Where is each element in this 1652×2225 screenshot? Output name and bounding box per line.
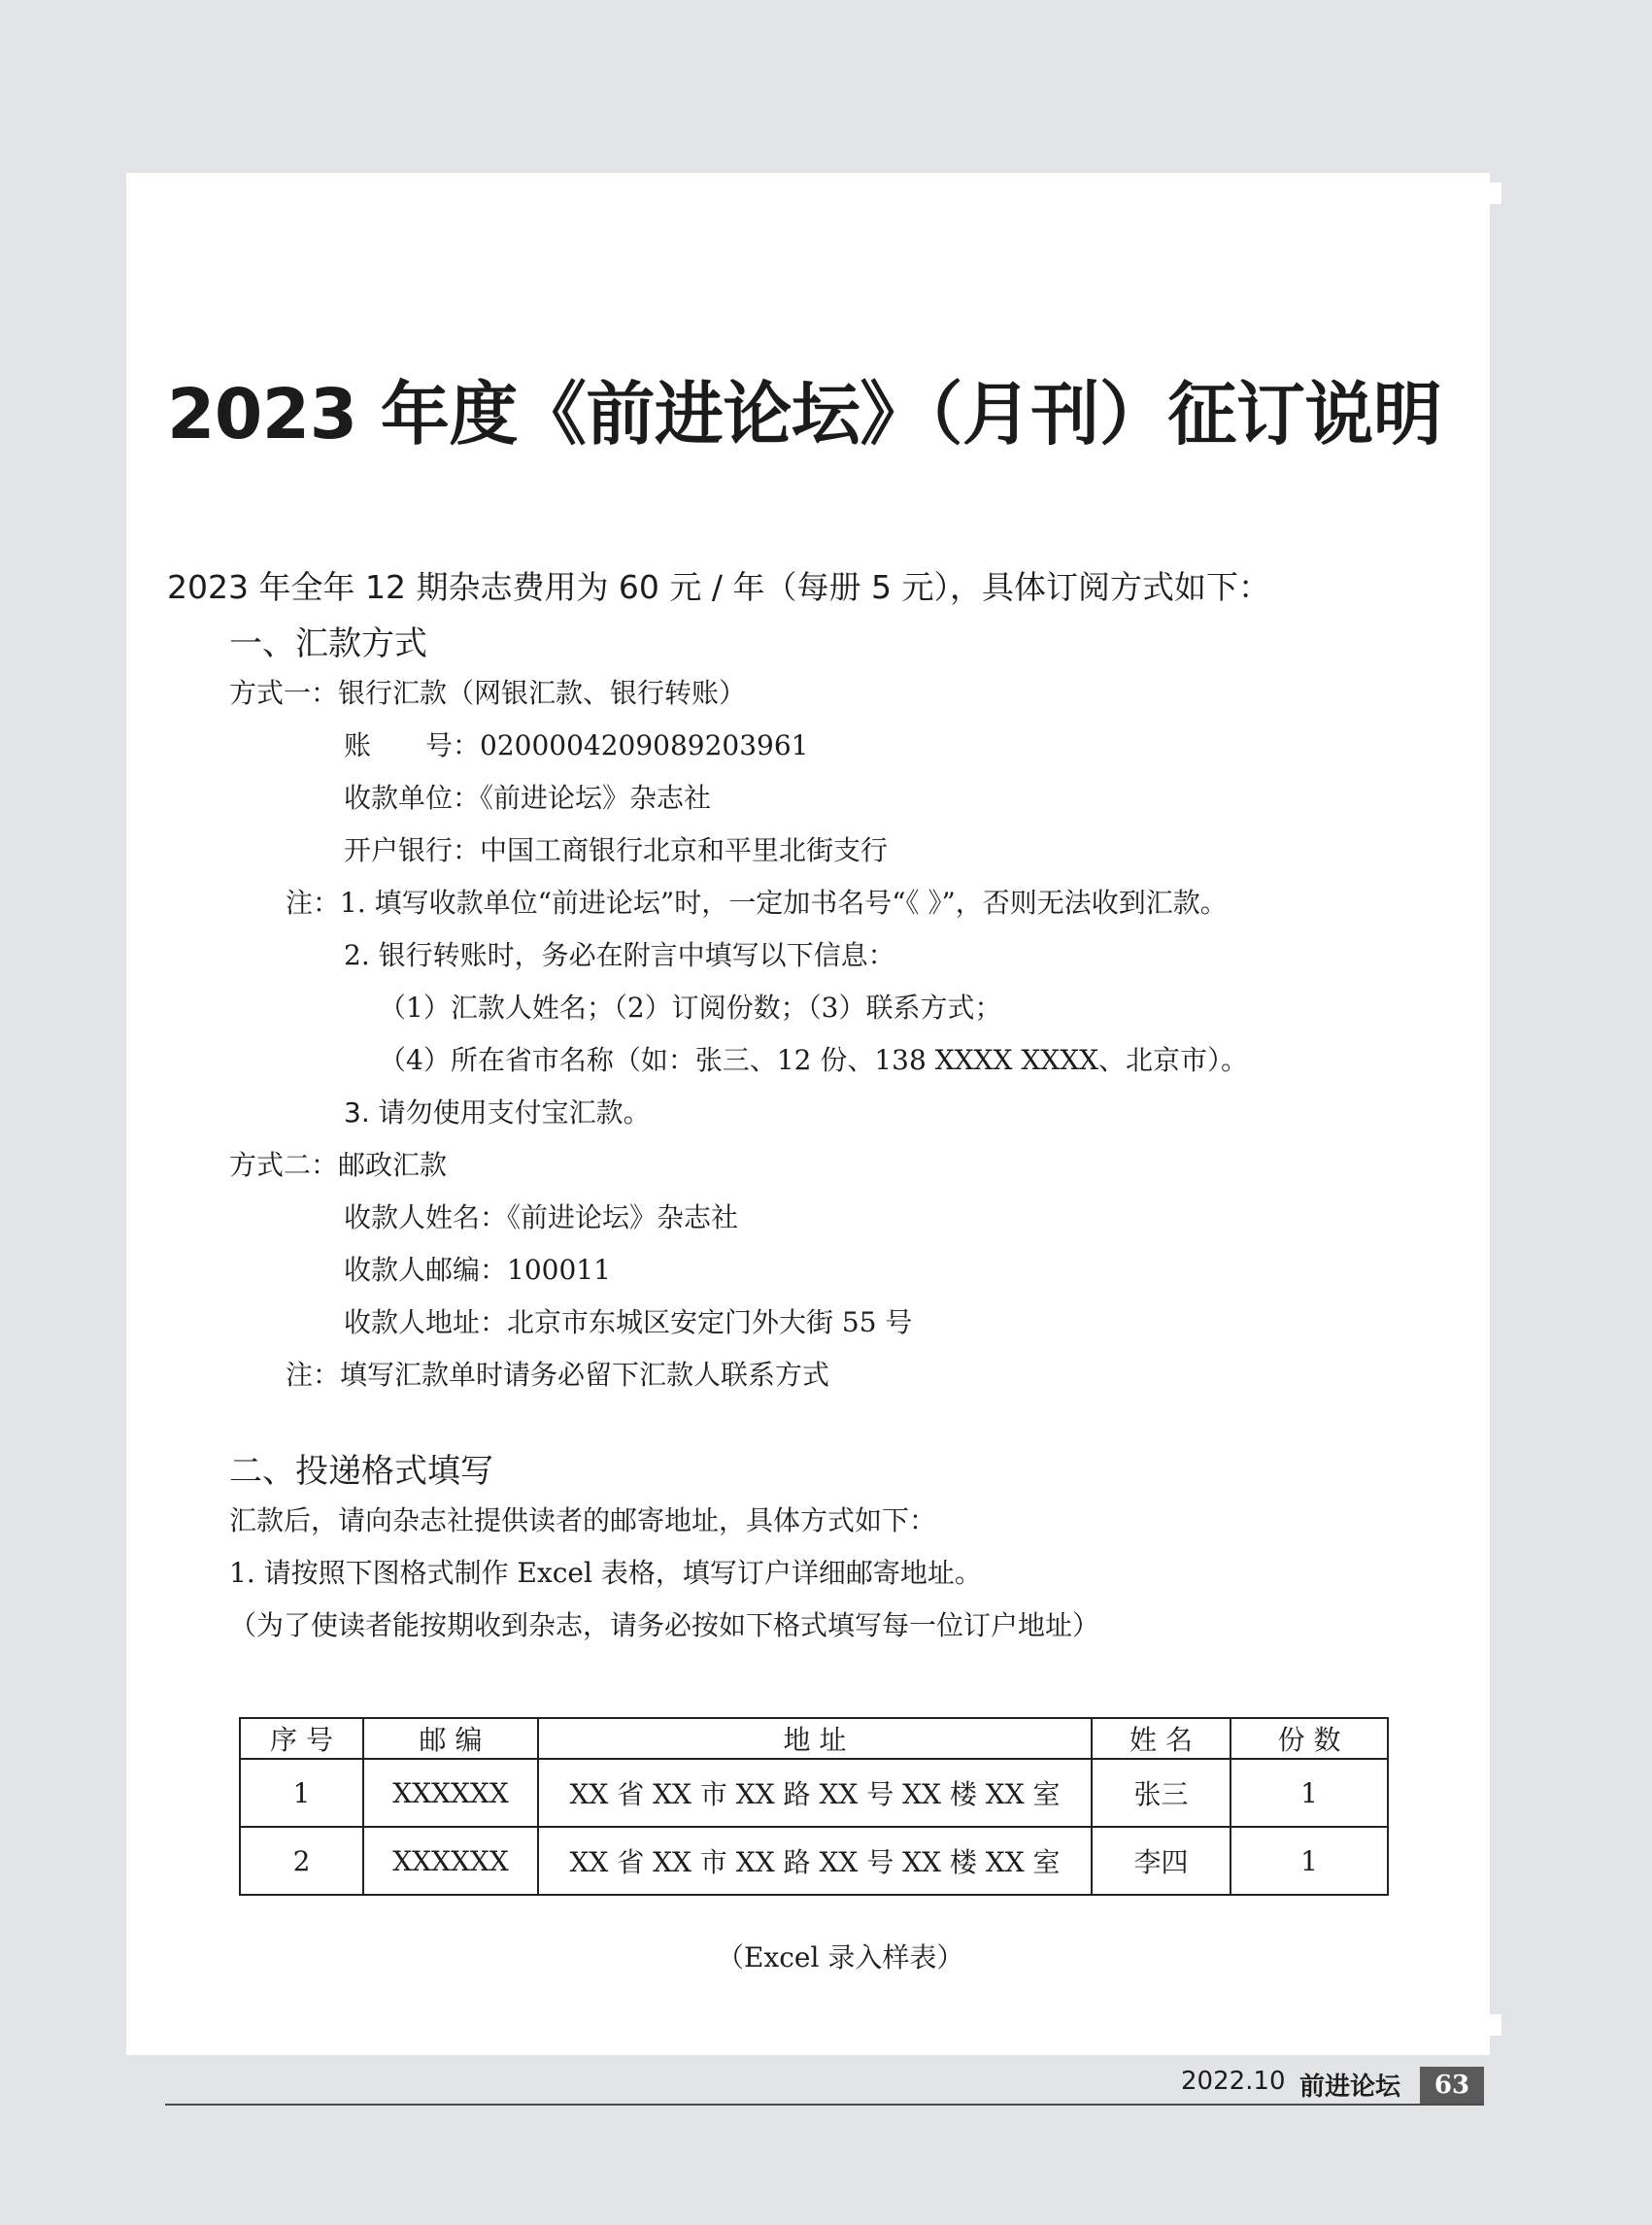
table-cell: 1 — [240, 1759, 363, 1827]
footer-issue-date: 2022.10 — [1181, 2067, 1286, 2096]
table-cell: XX 省 XX 市 XX 路 XX 号 XX 楼 XX 室 — [538, 1827, 1092, 1895]
corner-decoration — [136, 2014, 157, 2036]
postal-zip: 收款人邮编：100011 — [344, 1254, 611, 1286]
table-cell: XXXXXX — [363, 1827, 538, 1895]
page-title: 2023 年度《前进论坛》（月刊）征订说明 — [167, 374, 1442, 455]
postal-address: 收款人地址：北京市东城区安定门外大街 55 号 — [344, 1306, 913, 1338]
note-2b: （4）所在省市名称（如：张三、12 份、138 XXXX XXXX、北京市）。 — [379, 1044, 1249, 1076]
corner-decoration — [136, 183, 157, 204]
intro-text: 2023 年全年 12 期杂志费用为 60 元 / 年（每册 5 元），具体订阅方式如下： — [167, 568, 1270, 606]
table-row — [240, 1827, 1388, 1895]
table-header-row — [240, 1718, 1388, 1759]
section2-heading: 二、投递格式填写 — [229, 1452, 493, 1491]
section2-paragraph-2: 1. 请按照下图格式制作 Excel 表格，填写订户详细邮寄地址。 — [229, 1557, 982, 1589]
section2-paragraph-1: 汇款后，请向杂志社提供读者的邮寄地址，具体方式如下： — [229, 1504, 937, 1536]
table-header-cell: 序 号 — [240, 1718, 363, 1759]
table-header-cell: 地 址 — [538, 1718, 1092, 1759]
table-cell: 1 — [1231, 1827, 1388, 1895]
corner-decoration — [1480, 183, 1501, 204]
note-3: 3. 请勿使用支付宝汇款。 — [344, 1096, 651, 1129]
method1-label: 方式一：银行汇款（网银汇款、银行转账） — [229, 677, 747, 709]
footer-publication: 前进论坛 — [1299, 2073, 1401, 2102]
postal-payee-name: 收款人姓名：《前进论坛》杂志社 — [344, 1201, 739, 1233]
table-cell: XX 省 XX 市 XX 路 XX 号 XX 楼 XX 室 — [538, 1759, 1092, 1827]
bank-account: 账 号：0200004209089203961 — [344, 729, 809, 761]
table-cell: 2 — [240, 1827, 363, 1895]
note-1: 注：1. 填写收款单位“前进论坛”时，一定加书名号“《 》”，否则无法收到汇款。 — [286, 887, 1228, 919]
excel-sample-table — [239, 1717, 1389, 1896]
table-header-cell: 份 数 — [1231, 1718, 1388, 1759]
method2-label: 方式二：邮政汇款 — [229, 1149, 448, 1181]
bank-payee: 收款单位：《前进论坛》杂志社 — [344, 782, 712, 814]
table-header-cell: 邮 编 — [363, 1718, 538, 1759]
page-number: 63 — [1420, 2067, 1484, 2104]
bank-branch: 开户银行：中国工商银行北京和平里北街支行 — [344, 834, 889, 866]
table-caption: （Excel 录入样表） — [717, 1941, 964, 1973]
table-row — [240, 1759, 1388, 1827]
postal-note: 注：填写汇款单时请务必留下汇款人联系方式 — [286, 1359, 830, 1391]
note-2: 2. 银行转账时，务必在附言中填写以下信息： — [344, 939, 895, 971]
note-2a: （1）汇款人姓名；（2）订阅份数；（3）联系方式； — [379, 992, 1002, 1024]
table-cell: XXXXXX — [363, 1759, 538, 1827]
section2-paragraph-3: （为了使读者能按期收到杂志，请务必按如下格式填写每一位订户地址） — [229, 1609, 1100, 1641]
table-header-cell: 姓 名 — [1092, 1718, 1231, 1759]
corner-decoration — [1480, 2014, 1501, 2036]
footer-divider — [165, 2104, 1484, 2106]
section1-heading: 一、汇款方式 — [229, 624, 427, 663]
table-cell: 李四 — [1092, 1827, 1231, 1895]
table-cell: 张三 — [1092, 1759, 1231, 1827]
table-cell: 1 — [1231, 1759, 1388, 1827]
